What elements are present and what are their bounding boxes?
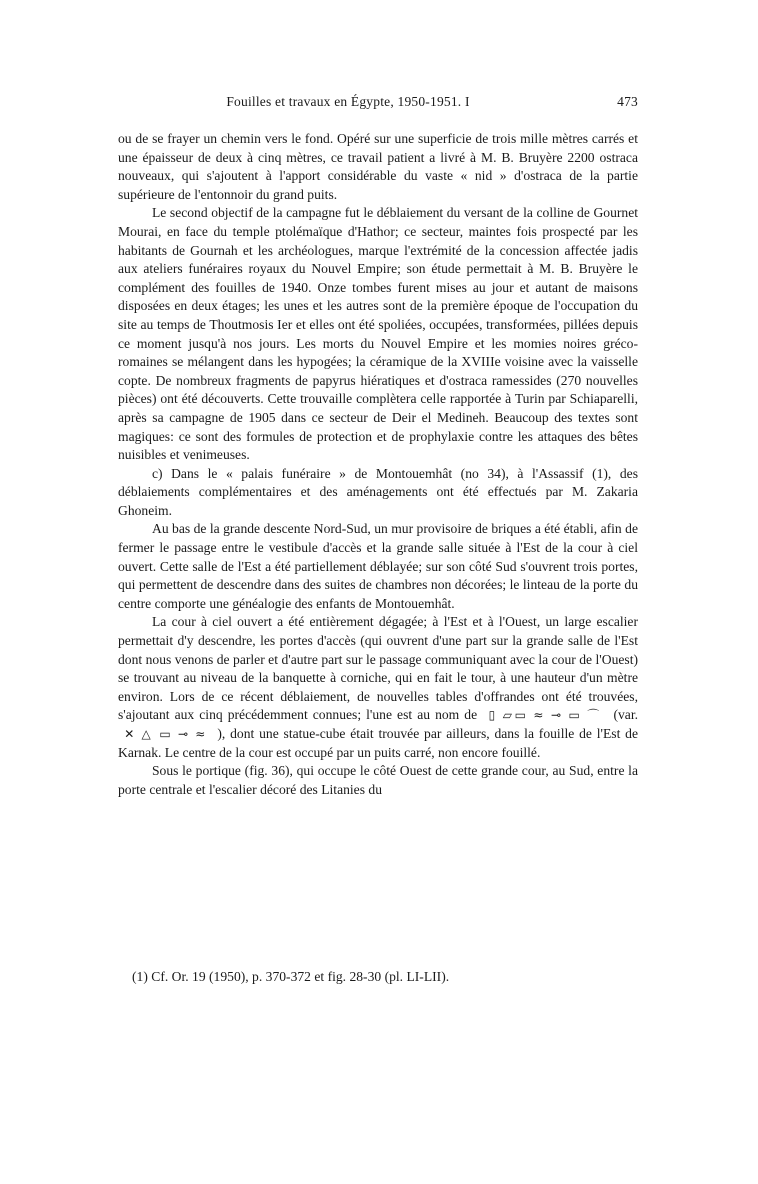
hieroglyph-name-group: ▯ ▱▭ ≈ ⊸ ▭ ⌒ xyxy=(482,708,609,723)
running-header xyxy=(118,94,638,116)
paragraph-text: ), dont une statue-cube était trouvée par ailleurs, dans la fouille de l'Est de Karnak. Le centre de la cour est occupé par un puits carré, non encore fouillé. xyxy=(118,726,638,760)
paragraph-with-hieroglyphs xyxy=(118,613,638,762)
paragraph: Au bas de la grande descente Nord-Sud, un mur provisoire de briques a été établi, afin de fermer le passage entre le vestibule d'accès et la grande salle située à l'Est de la cour à ciel ouvert. Cette salle de l'Est a été partiellement déblayée; sur son côté Sud s'ouvrent trois portes, qui permettent de descendre dans des suites de chambres non décorées; le linteau de la porte du centre comporte une généalogie des enfants de Montouemhât. xyxy=(118,521,638,611)
hieroglyph-variant-group: ✕ △ ▭ ⊸ ≈ xyxy=(118,727,213,741)
footnote: (1) Cf. Or. 19 (1950), p. 370-372 et fig. 28-30 (pl. LI-LII). xyxy=(132,969,450,984)
running-title: Fouilles et travaux en Égypte, 1950-1951. I xyxy=(226,94,470,109)
paragraph-text: La cour à ciel ouvert a été entièrement dégagée; à l'Est et à l'Ouest, un large escalier permettait d'y descendre, les portes d'accès (qui ouvrent d'une part sur la grande salle de l'Est dont nous venons de parler et d'autre part sur le passage communiquant avec la cour de l'Ouest) se trouvant au niveau de la banquette à corniche, qui en fait le tour, à une hauteur d'un mètre environ. Lors de ce récent déblaiement, de nouvelles tables d'offrandes ont été trouvées, s'ajoutant aux cinq précédemment connues; l'une est au nom de xyxy=(118,614,638,723)
paragraph-text: (var. xyxy=(613,707,639,723)
paragraph: ou de se frayer un chemin vers le fond. Opéré sur une superficie de trois mille mètres carrés et une épaisseur de deux à cinq mètres, ce travail patient a livré à M. B. Bruyère 2200 ostraca nouveaux, qui s'ajoutent à l'apport considérable du vaste « nid » d'ostraca de la partie supérieure de l'entonnoir du grand puits. xyxy=(118,131,638,202)
paragraph: Sous le portique (fig. 36), qui occupe le côté Ouest de cette grande cour, au Sud, entre la porte centrale et l'escalier décoré des Litanies du xyxy=(118,763,638,797)
page-number: 473 xyxy=(617,94,638,109)
body-text xyxy=(118,130,638,799)
paragraph: Le second objectif de la campagne fut le déblaiement du versant de la colline de Gournet Mourai, en face du temple ptolémaïque d'Hathor; ce secteur, maintes fois prospecté par les habitants de Gournah et les archéologues, marque l'extrémité de la concession affectée jadis aux ateliers funéraires royaux du Nouvel Empire; son étude permettait à M. B. Bruyère le complément des fouilles de 1940. Onze tombes furent mises au jour et autant de maisons disposées en deux étages; les unes et les autres sont de la première époque de l'occupation du site au temps de Thoutmosis Ier et elles ont été spoliées, occupées, transformées, pillées depuis ce moment jusqu'à nos jours. Les morts du Nouvel Empire et les momies noires gréco-romaines se mélangent dans les hypogées; la céramique de la XVIIIe voisine avec la vaisselle copte. De nombreux fragments de papyrus hiératiques et d'ostraca ramessides (270 nouvelles pièces) ont été découverts. Cette trouvaille complètera celle rapportée à Turin par Schiaparelli, après sa campagne de 1905 dans ce secteur de Deir el Medineh. Beaucoup des textes sont magiques: ce sont des formules de protection et de prophylaxie contre les attaques des bêtes nuisibles et venimeuses. xyxy=(118,205,638,463)
paragraph: c) Dans le « palais funéraire » de Montouemhât (no 34), à l'Assassif (1), des déblaiements complémentaires et des aménagements ont été effectués par M. Zakaria Ghoneim. xyxy=(118,465,638,518)
page xyxy=(118,94,638,799)
